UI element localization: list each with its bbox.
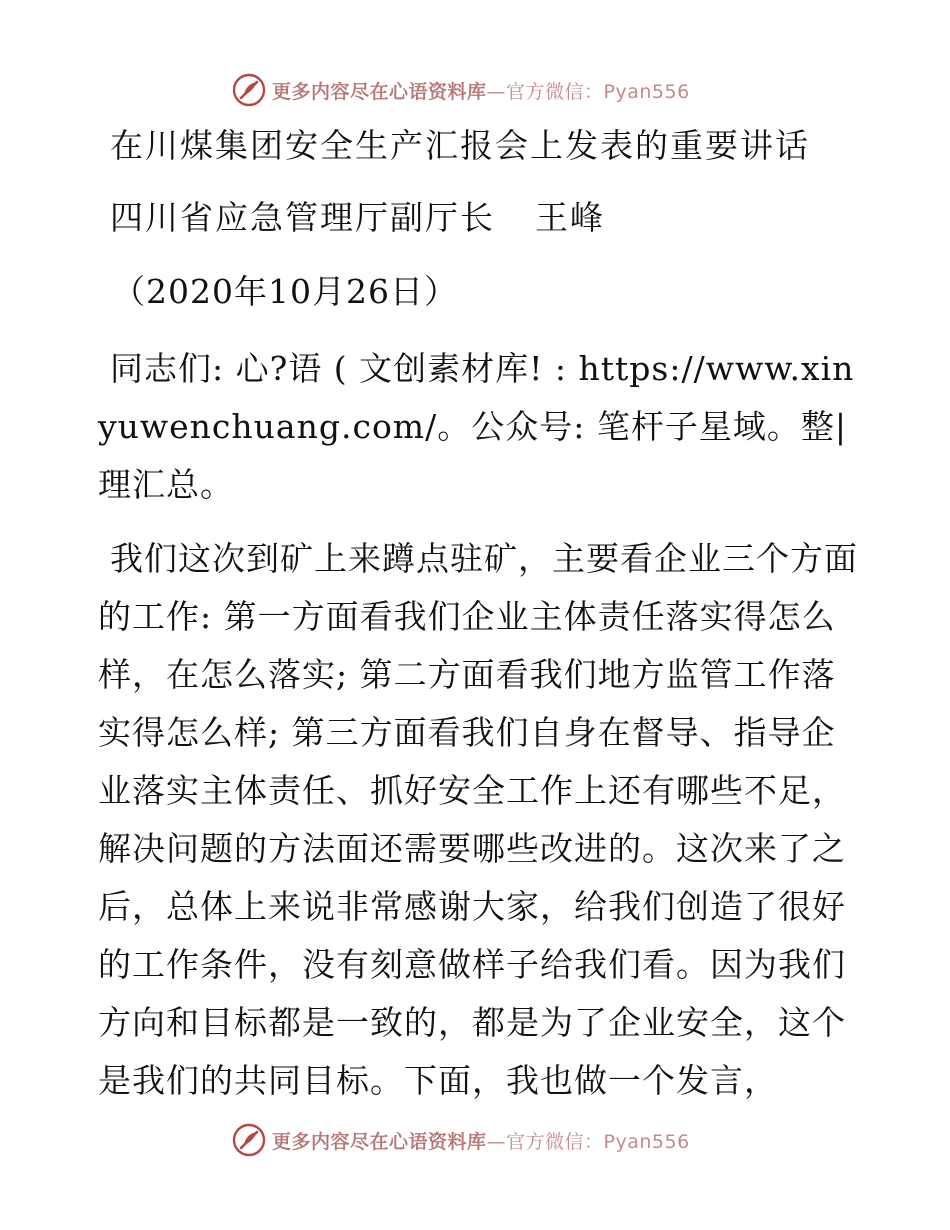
body-paragraph-1: 同志们: 心?语 ( 文创素材库! : https://www.xinyuwenchuang.com/。公众号: 笔杆子星域。整|理汇总。: [98, 349, 855, 504]
author-role: 四川省应急管理厅副厅长: [110, 198, 495, 237]
feather-logo-icon: [232, 1123, 266, 1157]
speech-date: （2020年10月26日）: [112, 272, 458, 311]
watermark-footer: [232, 1122, 690, 1158]
watermark-header: [232, 72, 690, 108]
body-paragraph-2: 我们这次到矿上来蹲点驻矿，主要看企业三个方面的工作: 第一方面看我们企业主体责任落实得怎么样，在怎么落实; 第二方面看我们地方监管工作落实得怎么样; 第三方面看我们自身在督导、指导企业落实主体责任、抓好安全工作上还有哪些不足，解决问题的方法面还需要哪些改进的。这次来了之后，总体上来说非常感谢大家，给我们创造了很好的工作条件，没有刻意做样子给我们看。因为我们方向和目标都是一致的，都是为了企业安全，这个是我们的共同目标。下面，我也做一个发言，: [98, 539, 858, 1100]
watermark-text: 更多内容尽在心语资料库—官方微信：Pyan556: [272, 1130, 690, 1153]
document-title: 在川煤集团安全生产汇报会上发表的重要讲话: [110, 126, 810, 165]
author-line: [110, 200, 605, 236]
watermark-text: 更多内容尽在心语资料库—官方微信：Pyan556: [272, 80, 690, 103]
feather-logo-icon: [232, 73, 266, 107]
author-name: 王峰: [535, 198, 605, 237]
